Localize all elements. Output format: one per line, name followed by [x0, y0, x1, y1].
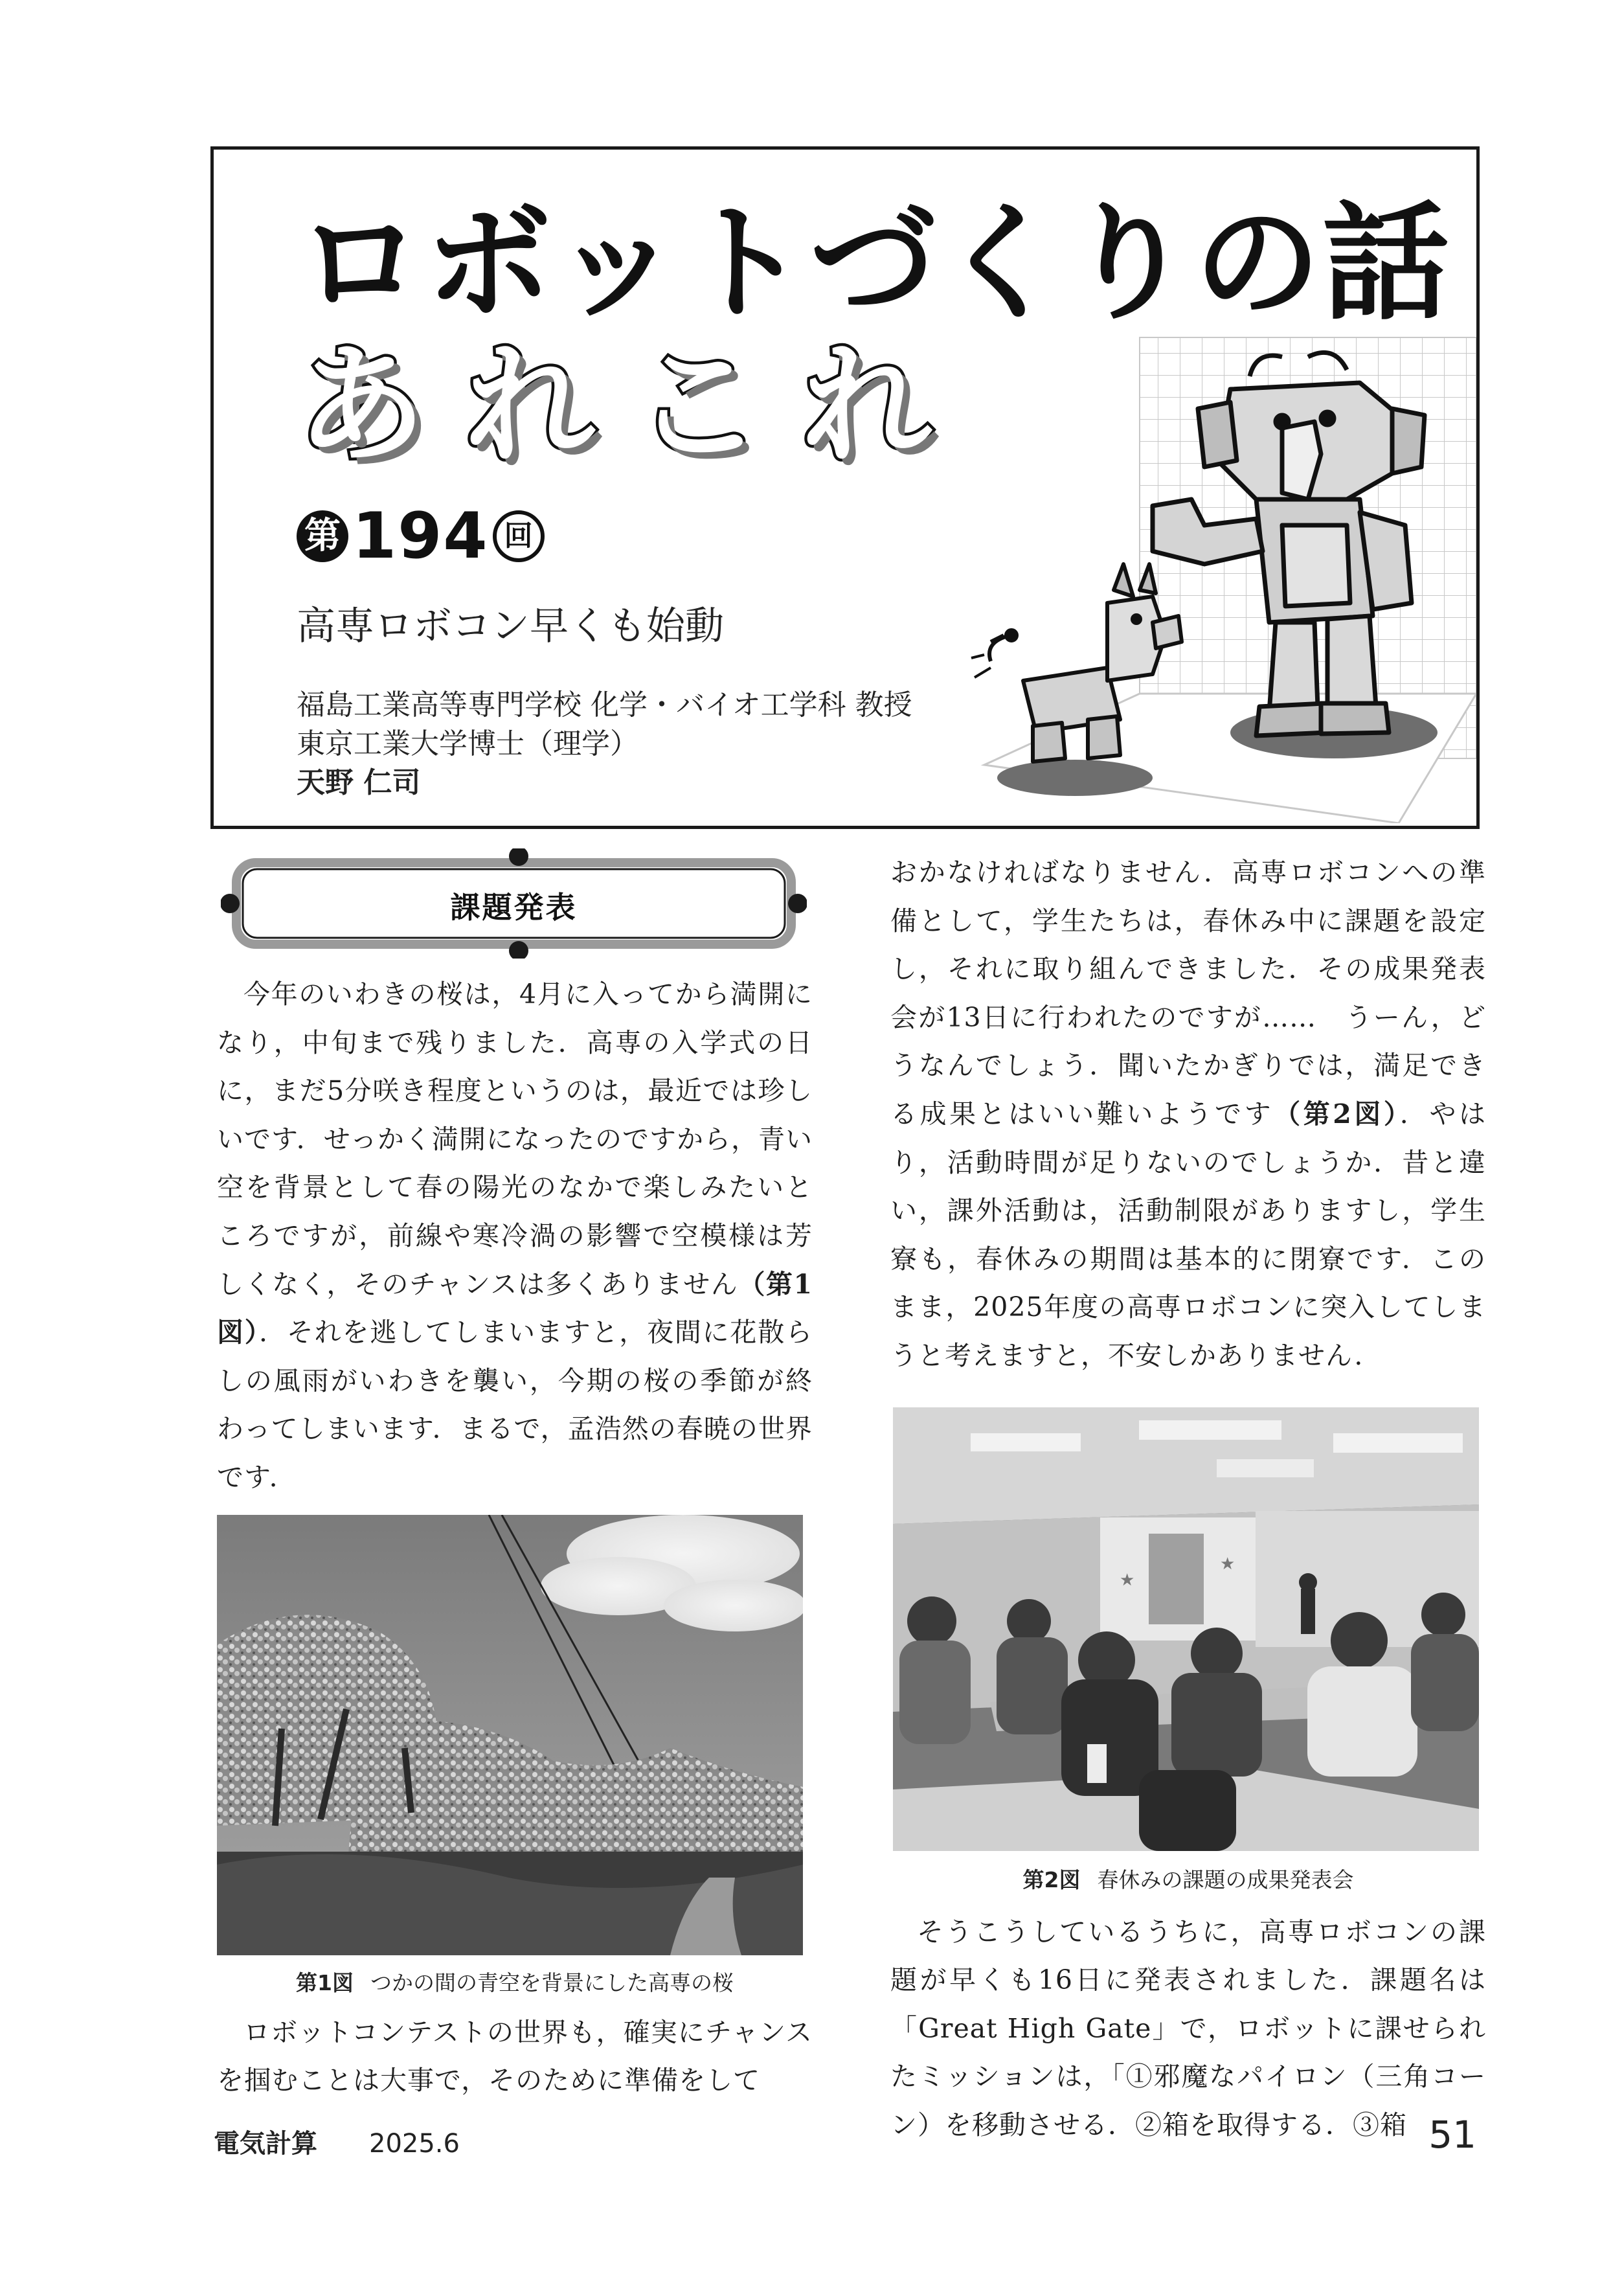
paragraph-text: おかなければなりません．高専ロボコンへの準備として，学生たちは，春休み中に課題を設定し，それに取り組んできました．その成果発表会が13日に行われたのですが…… うーん，どうなんでしょう．聞いたかぎりでは，満足できる成果とはいい難いようです: [890, 857, 1486, 1130]
figure-2: [890, 1407, 1486, 1896]
left-column: [217, 848, 813, 2105]
episode-badge: [297, 499, 545, 573]
figure-caption-text: 春休みの課題の成果発表会: [1097, 1867, 1354, 1892]
author-block: [297, 686, 912, 802]
figure-reference: （第1図）: [217, 1268, 813, 1348]
issue-date: 2025.6: [369, 2129, 460, 2159]
episode-prefix: 第: [297, 510, 348, 562]
figure-1: [217, 1515, 813, 1999]
svg-text:★: ★: [1220, 1554, 1235, 1574]
article-subtitle: 高専ロボコン早くも始動: [297, 604, 724, 649]
body-paragraph: [217, 970, 813, 1502]
page-footer: [214, 2123, 460, 2160]
body-paragraph: [890, 848, 1486, 1380]
author-degree: 東京工業大学博士（理学）: [297, 727, 638, 760]
paragraph-text: 今年のいわきの桜は，4月に入ってから満開になり，中旬まで残りました．高専の入学式の日に，まだ5分咲き程度というのは，最近では珍しいです．せっかく満開になったのですから，青い空を背景として春の陽光のなかで楽しみたいところですが，前線や寒冷渦の影響で空模様は芳しくなく，そのチャンスは多くありません: [217, 979, 813, 1300]
right-column: [890, 848, 1486, 2150]
series-title: ロボットづくりの話: [297, 190, 1451, 337]
robot-illustration: [894, 331, 1476, 823]
author-affiliation: 福島工業高等専門学校 化学・バイオ工学科 教授: [297, 688, 912, 721]
section-heading: [221, 848, 807, 959]
figure-number: 第1図: [296, 1970, 354, 1995]
svg-text:★: ★: [1120, 1570, 1135, 1590]
author-name: 天野 仁司: [297, 766, 421, 799]
body-paragraph: ロボットコンテストの世界も，確実にチャンスを掴むことは大事で，そのために準備をして: [217, 2016, 813, 2096]
figure-caption-text: つかの間の青空を背景にした高専の桜: [370, 1970, 734, 1995]
section-heading-title: 課題発表: [450, 890, 578, 925]
figure-number: 第2図: [1022, 1867, 1081, 1892]
body-paragraph: そうこうしているうちに，高専ロボコンの課題が早くも16日に発表されました．課題名は「Great High Gate」で，ロボットに課せられたミッションは，「①邪魔なパイロン（三角コーン）を移動させる．②箱を取得する．③箱: [890, 1916, 1486, 2141]
figure-reference: （第2図）: [1274, 1098, 1400, 1130]
episode-number: 194: [352, 499, 489, 573]
page-number: 51: [1428, 2113, 1476, 2157]
journal-name: 電気計算: [214, 2129, 317, 2159]
cherry-blossom-photo: [217, 1515, 803, 1955]
figure-2-caption: [890, 1864, 1486, 1896]
paragraph-text: ．それを逃してしまいますと，夜間に花散らしの風雨がいわきを襲い，今期の桜の季節が終わってしまいます．まるで，孟浩然の春暁の世界です．: [217, 1317, 813, 1493]
series-title-sub: あれこれ: [297, 330, 971, 481]
figure-1-caption: [217, 1967, 813, 1999]
paragraph-text: ．やはり，活動時間が足りないのでしょうか．昔と違い，課外活動は，活動制限がありますし，学生寮も，春休みの期間は基本的に閉寮です．このまま，2025年度の高専ロボコンに突入してしまうと考えますと，不安しかありません．: [890, 1098, 1487, 1371]
episode-suffix: 回: [493, 510, 545, 562]
article-header-box: [210, 146, 1480, 829]
presentation-photo: [893, 1407, 1479, 1851]
